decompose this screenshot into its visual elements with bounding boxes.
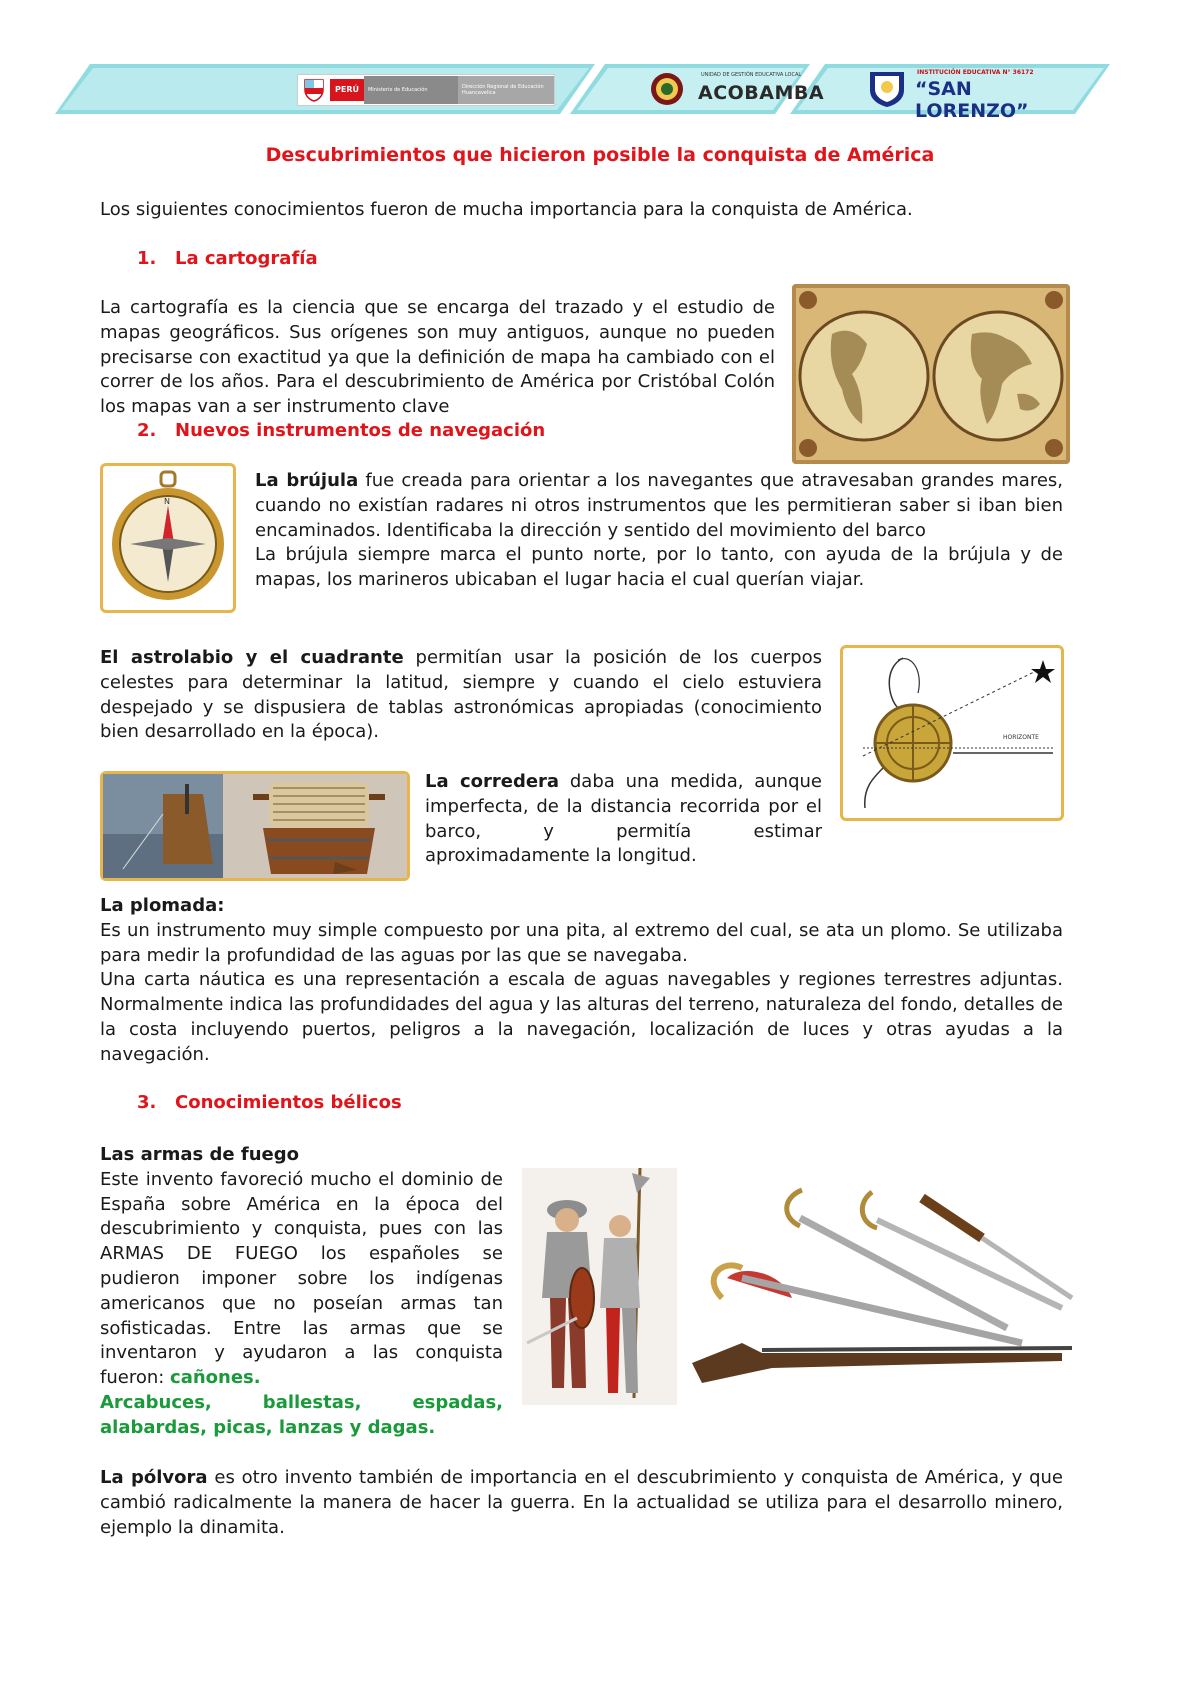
armas-highlight-1: cañones.: [170, 1367, 261, 1389]
armas-highlight-2: Arcabuces, ballestas, espadas, alabardas, picas, lanzas y dagas.: [100, 1391, 503, 1438]
conquistadors-illustration: [522, 1168, 677, 1405]
section-1-title: La cartografía: [175, 248, 318, 269]
gov-country: PERÚ: [330, 79, 364, 101]
brujula-text: fue creada para orientar a los navegantes que atravesaban grandes mares, cuando no existían radares ni otros instrumentos que les permitieran saber si iban bien encaminados. Identificaba la dirección y sentido del movimiento del barco: [255, 470, 1063, 541]
polvora-term: La pólvora: [100, 1467, 208, 1488]
section-2-heading: [137, 420, 545, 441]
astrolabe-illustration: [843, 648, 1061, 818]
corredera-paragraph: [425, 770, 822, 869]
svg-text:N: N: [164, 497, 170, 506]
section-2-number: 2.: [137, 420, 157, 441]
astrolabio-term: El astrolabio y el cuadrante: [100, 647, 404, 668]
armas-text: Este invento favoreció mucho el dominio de España sobre América en la época del descubrimiento y conquista, pues con las ARMAS DE FUEGO los españoles se pudieron imponer sobre los indígenas americanos que no poseían armas tan sofisticadas. Entre las armas que se inventaron y ayudaron a las conquista fueron:: [100, 1168, 503, 1389]
weapons-illustration: [682, 1178, 1082, 1388]
plomada-term: La plomada:: [100, 895, 225, 916]
brujula-term: La brújula: [255, 470, 359, 491]
horizon-label: HORIZONTE: [1003, 734, 1039, 741]
plomada-paragraph: [100, 894, 1063, 1068]
corredera-term: La corredera: [425, 771, 560, 792]
section-1-heading: [137, 248, 318, 269]
ugel-emblem-icon: [649, 71, 685, 107]
world-map-illustration: [792, 284, 1070, 464]
section-1-number: 1.: [137, 248, 157, 269]
plomada-text: Es un instrumento muy simple compuesto por una pita, al extremo del cual, se ata un plomo. Se utilizaba para medir la profundidad de las aguas por las que se navegaba.: [100, 919, 1063, 966]
corredera-illustration: [103, 774, 407, 878]
section-3-number: 3.: [137, 1092, 157, 1113]
astrolabe-image: [840, 645, 1064, 821]
section-3-title: Conocimientos bélicos: [175, 1092, 402, 1113]
compass-icon: [103, 466, 233, 610]
polvora-text: es otro invento también de importancia en el descubrimiento y conquista de América, y que cambió radicalmente la manera de hacer la guerra. En la actualidad se utiliza para el desarrollo minero, ejemplo la dinamita.: [100, 1467, 1063, 1538]
gov-ministry: Ministerio de Educación: [364, 76, 458, 104]
page-title: Descubrimientos que hicieron posible la conquista de América: [265, 144, 935, 166]
armas-term: Las armas de fuego: [100, 1144, 299, 1165]
header-banner: [55, 64, 1110, 122]
peru-shield-icon: [301, 77, 327, 103]
brujula-paragraph: [255, 469, 1063, 593]
cartografia-paragraph: La cartografía es la ciencia que se encarga del trazado y el estudio de mapas geográficos. Sus orígenes son muy antiguos, aunque no pueden precisarse con exactitud ya que la definición de mapa ha cambiado con el correr de los años. Para el descubrimiento de América por Cristóbal Colón los mapas van a ser instrumento clave: [100, 297, 775, 418]
polvora-paragraph: [100, 1466, 1063, 1540]
corredera-image: [100, 771, 410, 881]
school-shield-icon: [867, 70, 907, 108]
world-map-image: [792, 284, 1070, 464]
section-3-heading: [137, 1092, 402, 1113]
armas-paragraph: [100, 1143, 503, 1441]
weapons-image: [682, 1178, 1082, 1388]
compass-image: [100, 463, 236, 613]
school-small-text: INSTITUCIÓN EDUCATIVA N° 36172: [917, 69, 1034, 76]
school-name: “SAN LORENZO”: [915, 78, 1029, 122]
section-2-title: Nuevos instrumentos de navegación: [175, 420, 546, 441]
gov-region: Dirección Regional de Educación Huancavelica: [458, 76, 554, 104]
intro-paragraph: Los siguientes conocimientos fueron de mucha importancia para la conquista de América.: [100, 199, 913, 220]
corredera-text: daba una medida, aunque imperfecta, de la distancia recorrida por el barco, y permitía estimar aproximadamente la longitud.: [425, 771, 822, 867]
carta-nautica-text: Una carta náutica es una representación a escala de aguas navegables y regiones terrestres adjuntas. Normalmente indica las profundidades del agua y las alturas del terreno, naturaleza del fondo, detalles de la costa incluyendo puertos, peligros a la navegación, localización de luces y otras ayudas a la navegación.: [100, 969, 1063, 1065]
conquistadors-image: [522, 1168, 677, 1405]
ugel-small-text: UNIDAD DE GESTIÓN EDUCATIVA LOCAL: [701, 72, 802, 78]
astrolabio-text: permitían usar la posición de los cuerpos celestes para determinar la latitud, siempre y cuando el cielo estuviera despejado y se dispusiera de tablas astronómicas apropiadas (conocimiento bien desarrollado en la época).: [100, 647, 822, 743]
ugel-name: ACOBAMBA: [698, 82, 825, 104]
ugel-logo: [643, 68, 853, 110]
government-logo: [297, 74, 555, 106]
school-logo: [867, 68, 1077, 122]
astrolabio-paragraph: [100, 646, 822, 745]
brujula-text-2: La brújula siempre marca el punto norte, por lo tanto, con ayuda de la brújula y de mapas, los marineros ubicaban el lugar hacia el cual querían viajar.: [255, 544, 1063, 591]
